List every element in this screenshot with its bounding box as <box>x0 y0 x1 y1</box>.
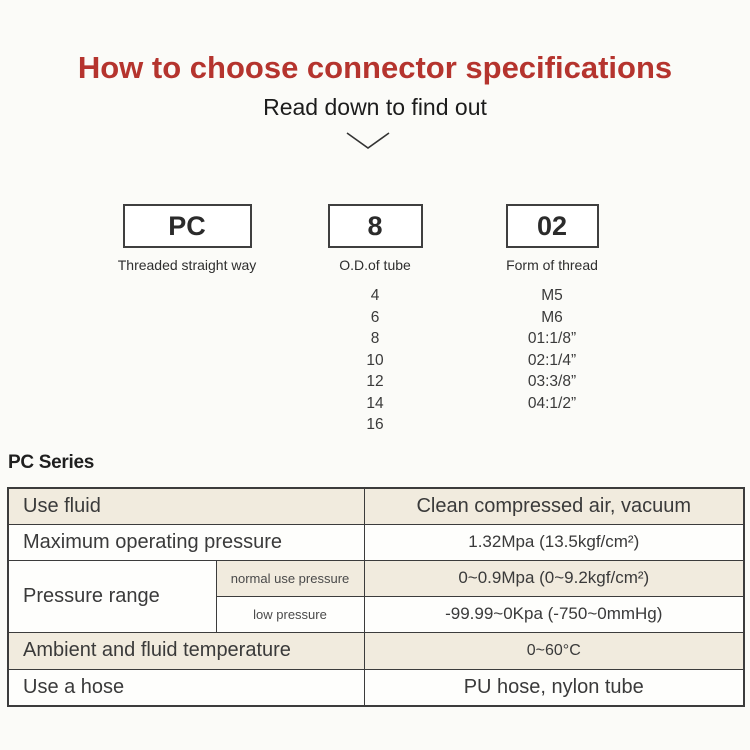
list-item: 4 <box>370 287 380 304</box>
row-value: 0~60°C <box>364 632 744 669</box>
list-item: 04:1/2” <box>527 394 577 412</box>
table-row-hose <box>8 669 744 706</box>
code-box-thread-form-label: Form of thread <box>506 257 598 273</box>
spec-table <box>7 487 745 707</box>
tube-size-list <box>300 285 450 436</box>
chevron-down-icon <box>346 131 390 151</box>
row-sublabel: normal use pressure <box>216 560 364 596</box>
row-value: -99.99~0Kpa (-750~0mmHg) <box>364 596 744 632</box>
list-item: 12 <box>366 373 384 390</box>
table-row-pressure-range-normal <box>8 560 744 596</box>
list-item: 8 <box>370 330 380 347</box>
list-item: 10 <box>366 351 384 369</box>
list-item: M6 <box>541 308 563 326</box>
table-row-max-pressure <box>8 524 744 560</box>
row-value: 1.32Mpa (13.5kgf/cm²) <box>364 524 744 560</box>
list-item: 02:1/4” <box>527 351 577 369</box>
page-title: How to choose connector specifications <box>77 50 673 85</box>
list-item: 16 <box>366 416 384 433</box>
list-item: 03:3/8” <box>527 373 577 390</box>
row-label: Use fluid <box>8 488 364 524</box>
row-label: Pressure range <box>8 560 216 632</box>
list-item: M5 <box>541 287 563 304</box>
spec-column-tube-od <box>300 204 450 436</box>
row-value: PU hose, nylon tube <box>364 669 744 706</box>
row-label: Use a hose <box>8 669 364 706</box>
page-subtitle: Read down to find out <box>263 94 487 120</box>
spec-column-series <box>112 204 262 273</box>
table-row-use-fluid <box>8 488 744 524</box>
list-item: 6 <box>370 308 380 326</box>
row-sublabel: low pressure <box>216 596 364 632</box>
spec-column-thread-form <box>477 204 627 414</box>
series-heading: PC Series <box>8 452 95 473</box>
row-value: 0~0.9Mpa (0~9.2kgf/cm²) <box>364 560 744 596</box>
code-box-series-label: Threaded straight way <box>117 257 257 273</box>
row-label: Ambient and fluid temperature <box>8 632 364 669</box>
code-box-series: PC <box>123 204 252 248</box>
list-item: 14 <box>366 394 384 412</box>
row-label: Maximum operating pressure <box>8 524 364 560</box>
code-box-thread-form: 02 <box>506 204 599 248</box>
row-value: Clean compressed air, vacuum <box>364 488 744 524</box>
list-item: 01:1/8” <box>527 330 577 347</box>
code-box-tube-od: 8 <box>328 204 423 248</box>
thread-form-list <box>477 285 627 414</box>
table-row-temperature <box>8 632 744 669</box>
code-box-tube-od-label: O.D.of tube <box>339 257 411 273</box>
